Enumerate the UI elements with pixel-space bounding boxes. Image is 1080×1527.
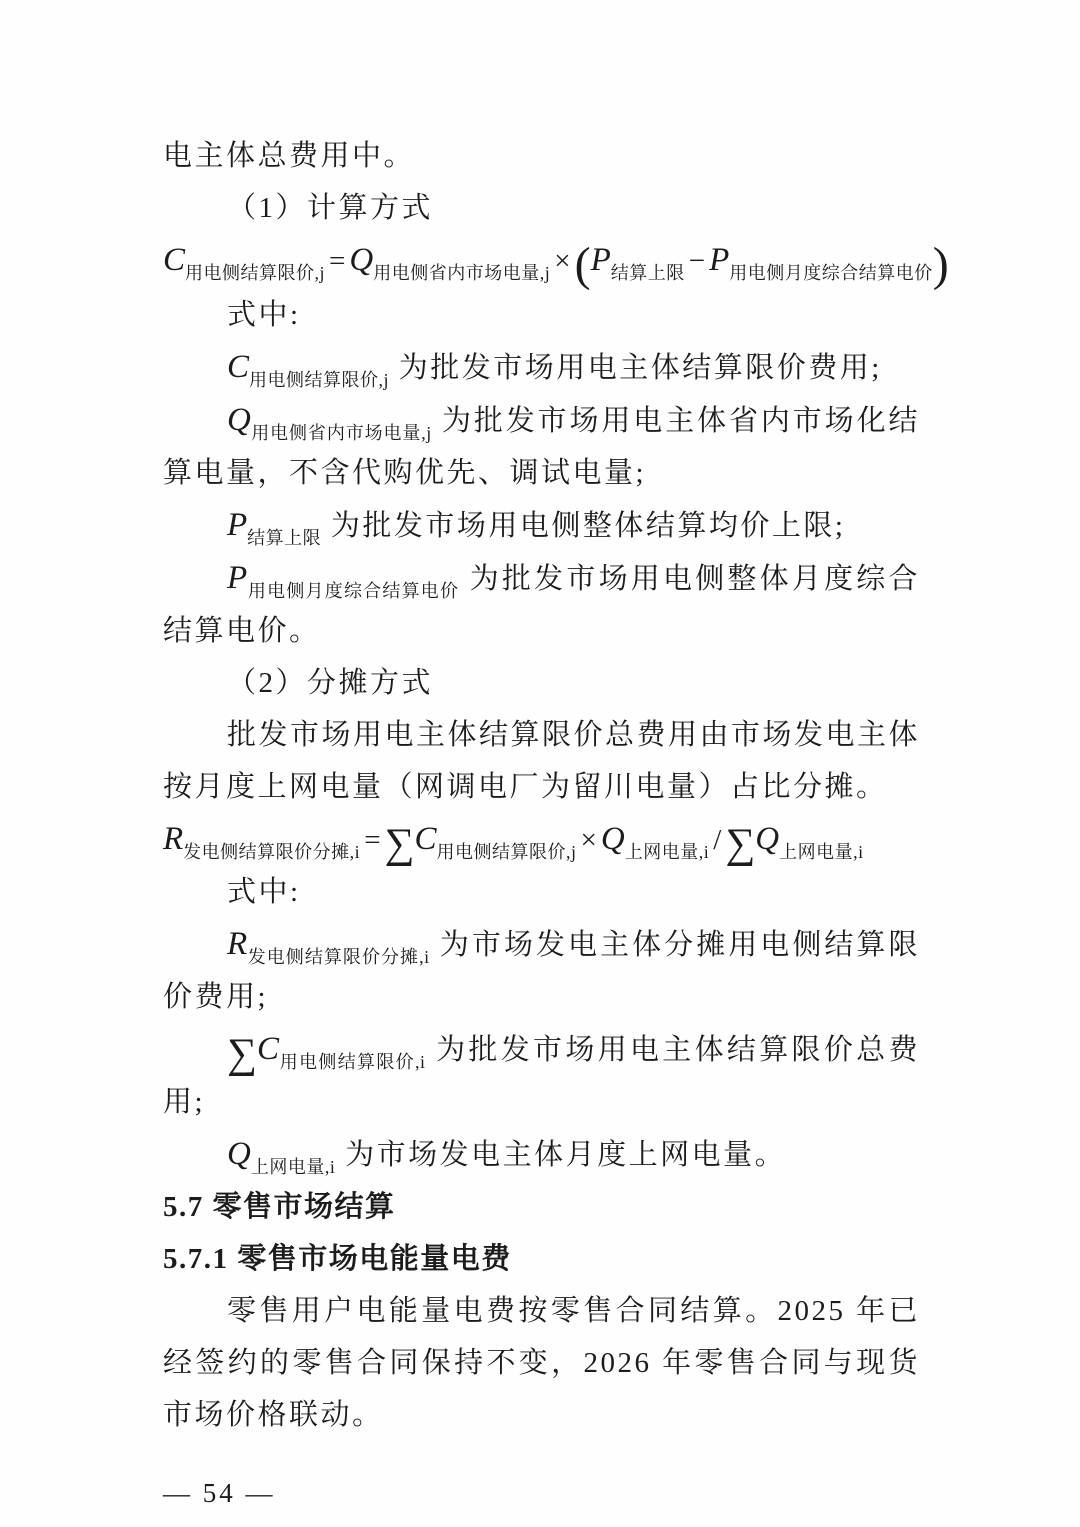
formula-demand-side-settlement-cap (163, 234, 949, 291)
formula-subscript: 用电侧省内市场电量,j (373, 263, 551, 283)
formula-sum-symbol: ∑ (384, 821, 415, 867)
formula-sum-symbol: ∑ (725, 821, 756, 867)
formula-variable: Q (755, 821, 780, 857)
formula-operator: − (688, 245, 706, 277)
formula-variable: Q (227, 1136, 251, 1172)
definition-p-cap (163, 499, 920, 552)
formula-subscript: 发电侧结算限价分摊,i (247, 947, 430, 967)
formula-subscript: 用电侧结算限价,i (278, 1052, 426, 1072)
definition-c (163, 341, 920, 394)
formula-variable: P (227, 560, 248, 596)
formula-operator: × (554, 245, 571, 277)
definition-text: 为批发市场用电主体省内市场化结算电量，不含代购优先、调试电量; (163, 405, 920, 489)
formula-subscript: 结算上限 (247, 528, 322, 548)
allocation-paragraph: 批发市场用电主体结算限价总费用由市场发电主体按月度上网电量（网调电厂为留川电量）占比分摊。 (163, 719, 921, 803)
calc-method-heading: （1）计算方式 (227, 192, 434, 224)
formula-subscript: 用电侧结算限价,j (249, 370, 390, 390)
formula-operator: = (329, 245, 346, 277)
formula-parenthesis: ( (574, 238, 591, 291)
retail-settlement-paragraph: 零售用户电能量电费按零售合同结算。2025 年已经签约的零售合同保持不变，2026 年零售合同与现货市场价格联动。 (163, 1295, 920, 1431)
definition-text: 为批发市场用电主体结算限价费用; (389, 352, 882, 384)
formula-variable: Q (600, 821, 625, 857)
definition-p-price (163, 552, 920, 657)
intro-continuation-line: 电主体总费用中。 (163, 140, 416, 172)
formula-operator: / (713, 824, 722, 856)
formula-variable: P (709, 242, 730, 278)
where-label-2: 式中: (227, 876, 301, 908)
formula-subscript: 用电侧结算限价,j (436, 842, 577, 862)
formula-subscript: 用电侧结算限价,j (185, 263, 326, 283)
definition-text: 为批发市场用电主体结算限价总费用; (163, 1034, 920, 1118)
formula-subscript: 上网电量,i (250, 1157, 336, 1177)
formula-variable: Q (227, 402, 251, 438)
formula-parenthesis: ) (932, 238, 949, 291)
formula-subscript: 上网电量,i (624, 842, 710, 862)
formula-subscript: 用电侧月度综合结算电价 (729, 263, 933, 283)
definition-r (163, 918, 920, 1023)
formula-variable: P (227, 507, 248, 543)
definition-q-grid (163, 1128, 920, 1181)
formula-subscript: 发电侧结算限价分摊,i (183, 842, 361, 862)
formula-operator: × (580, 824, 597, 856)
formula-variable: Q (349, 242, 374, 278)
formula-generation-side-allocation (163, 813, 920, 866)
page-number: — 54 — (163, 1478, 276, 1508)
formula-variable: P (590, 242, 611, 278)
formula-variable: C (256, 1031, 279, 1067)
definition-q (163, 394, 920, 499)
formula-variable: R (227, 926, 248, 962)
definition-text: 为市场发电主体分摊用电侧结算限价费用; (163, 929, 920, 1013)
formula-variable: R (163, 821, 184, 857)
definition-text: 为批发市场用电侧整体结算均价上限; (321, 510, 846, 542)
formula-subscript: 上网电量,i (779, 842, 864, 862)
section-5-7-1-heading: 5.7.1 零售市场电能量电费 (163, 1243, 512, 1275)
formula-variable: C (163, 242, 186, 278)
formula-variable: C (414, 821, 437, 857)
formula-operator: = (364, 824, 381, 856)
section-5-7-heading: 5.7 零售市场结算 (163, 1191, 396, 1223)
definition-text: 为市场发电主体月度上网电量。 (335, 1139, 787, 1171)
formula-subscript: 用电侧月度综合结算电价 (247, 581, 460, 601)
formula-subscript: 用电侧省内市场电量,j (250, 423, 432, 443)
definition-sum-c (163, 1023, 920, 1128)
formula-variable: C (227, 349, 250, 385)
formula-sum-symbol: ∑ (227, 1031, 257, 1077)
where-label-1: 式中: (227, 299, 301, 331)
formula-subscript: 结算上限 (610, 263, 685, 283)
allocation-method-heading: （2）分摊方式 (227, 667, 434, 699)
definition-text: 为批发市场用电侧整体月度综合结算电价。 (163, 563, 920, 647)
